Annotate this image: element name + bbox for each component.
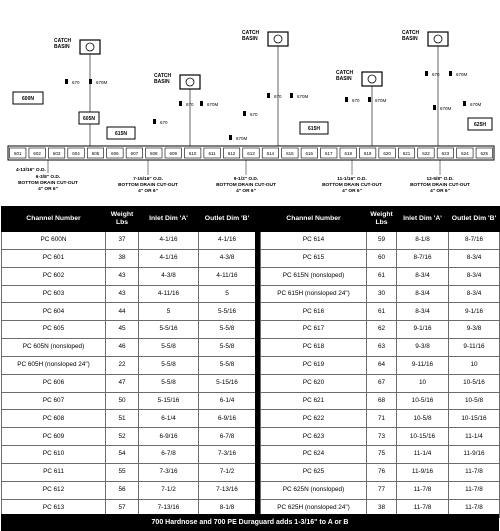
outlet-dim-cell: 5-5/8 <box>199 321 256 339</box>
outlet-size-label: 4" OR 6" <box>430 189 450 194</box>
segment-label: 607 <box>130 151 139 156</box>
elevation-label: 670 <box>72 80 80 85</box>
elevation-marker <box>200 101 203 106</box>
spec-table-right <box>260 206 500 518</box>
channel-number-cell: PC 625 <box>261 463 367 481</box>
channel-number-cell: PC 605H (nonsloped 24") <box>2 356 106 374</box>
table-row <box>2 321 256 339</box>
weight-cell: 45 <box>106 321 139 339</box>
inlet-dim-cell: 11-9/16 <box>397 463 449 481</box>
table-row <box>261 285 500 303</box>
channel-number-cell: PC 606 <box>2 374 106 392</box>
outlet-dim-cell: 6-1/4 <box>199 392 256 410</box>
inlet-dim-cell: 7-13/16 <box>139 499 199 517</box>
table-row <box>2 374 256 392</box>
weight-cell: 71 <box>367 410 397 428</box>
channel-number-cell: PC 603 <box>2 285 106 303</box>
inlet-dim-cell: 6-7/8 <box>139 446 199 464</box>
weight-cell: 47 <box>106 374 139 392</box>
outlet-od-label: 9-1/2" O.D. <box>233 177 259 182</box>
elevation-marker <box>449 71 452 76</box>
outlet-dim-cell: 7-13/16 <box>199 481 256 499</box>
header-channel-number: Channel Number <box>261 207 367 232</box>
catch-basin-label-line: CATCH <box>54 38 72 44</box>
inlet-dim-cell: 4-3/8 <box>139 267 199 285</box>
outlet-dim-cell: 7-3/16 <box>199 446 256 464</box>
catch-basin <box>428 32 448 46</box>
inlet-dim-cell: 9-1/16 <box>397 321 449 339</box>
outlet-dim-cell: 8-1/8 <box>199 499 256 517</box>
segment-label: 610 <box>188 151 197 156</box>
inlet-dim-cell: 4-1/16 <box>139 232 199 250</box>
segment-label: 603 <box>52 151 61 156</box>
outlet-cutout-label: BOTTOM DRAIN CUT-OUT <box>410 183 470 188</box>
inlet-dim-cell: 7-1/2 <box>139 481 199 499</box>
table-row <box>261 303 500 321</box>
table-row <box>2 303 256 321</box>
weight-cell: 43 <box>106 285 139 303</box>
header-inlet-dim: Inlet Dim 'A' <box>397 207 449 232</box>
weight-cell: 61 <box>367 303 397 321</box>
inlet-dim-cell: 11-7/8 <box>397 481 449 499</box>
channel-spec-tables <box>0 206 500 531</box>
outlet-dim-cell: 8-3/4 <box>449 249 500 267</box>
table-row <box>261 463 500 481</box>
segment-label: 624 <box>461 151 469 156</box>
table-row <box>2 428 256 446</box>
elevation-marker <box>179 101 182 106</box>
weight-cell: 61 <box>367 267 397 285</box>
elevation-label: 670M <box>297 94 309 99</box>
table-row <box>261 410 500 428</box>
inlet-dim-cell: 5-5/8 <box>139 374 199 392</box>
catch-basin-label <box>54 38 72 50</box>
outlet-dim-cell: 4-11/16 <box>199 267 256 285</box>
outlet-cutout-label: BOTTOM DRAIN CUT-OUT <box>322 183 382 188</box>
channel-number-cell: PC 602 <box>2 267 106 285</box>
inlet-dim-cell: 10-15/16 <box>397 428 449 446</box>
outlet-dim-cell: 6-9/16 <box>199 410 256 428</box>
outlet-dim-cell: 10-5/16 <box>449 374 500 392</box>
channel-number-cell: PC 625N (nonsloped) <box>261 481 367 499</box>
channel-number-cell: PC 623 <box>261 428 367 446</box>
outlet-dim-cell: 9-11/16 <box>449 339 500 357</box>
table-row <box>2 463 256 481</box>
catch-basin-label <box>336 70 354 82</box>
outlet-dim-cell: 7-1/2 <box>199 463 256 481</box>
outlet-cutout-label: BOTTOM DRAIN CUT-OUT <box>18 181 78 186</box>
elevation-marker <box>153 119 156 124</box>
segment-label: 601 <box>13 151 22 156</box>
segment-label: 617 <box>325 151 333 156</box>
segment-label: 625 <box>480 151 489 156</box>
segment-label: 616 <box>305 151 314 156</box>
inlet-dim-cell: 6-9/16 <box>139 428 199 446</box>
table-row <box>261 267 500 285</box>
catch-basin-label <box>154 73 172 85</box>
outlet-dim-cell: 6-7/8 <box>199 428 256 446</box>
outlet-cutout-label: BOTTOM DRAIN CUT-OUT <box>118 183 178 188</box>
weight-cell: 55 <box>106 463 139 481</box>
elevation-marker <box>267 93 270 98</box>
elevation-label: 670M <box>236 136 248 141</box>
table-row <box>2 285 256 303</box>
channel-number-cell: PC 608 <box>2 410 106 428</box>
inlet-dim-cell: 10 <box>397 374 449 392</box>
channel-number-cell: PC 610 <box>2 446 106 464</box>
segment-label: 609 <box>169 151 177 156</box>
catch-basin <box>362 72 382 86</box>
weight-cell: 57 <box>106 499 139 517</box>
header-inlet-dim: Inlet Dim 'A' <box>139 207 199 232</box>
segment-label: 606 <box>111 151 119 156</box>
inlet-dim-cell: 4-11/16 <box>139 285 199 303</box>
table-row <box>261 392 500 410</box>
table-row <box>2 392 256 410</box>
catch-basin-label-line: BASIN <box>154 79 170 85</box>
table-row <box>2 356 256 374</box>
table-row <box>261 428 500 446</box>
catch-basin-label-line: BASIN <box>402 36 418 42</box>
weight-cell: 44 <box>106 303 139 321</box>
inlet-dim-cell: 5-5/8 <box>139 339 199 357</box>
footer-note: 700 Hardnose and 700 PE Duraguard adds 1-3/16" to A or B <box>1 514 499 531</box>
catch-basin-label-line: CATCH <box>336 70 354 76</box>
weight-cell: 73 <box>367 428 397 446</box>
channel-number-cell: PC 611 <box>2 463 106 481</box>
outlet-size-label: 4" OR 6" <box>342 189 362 194</box>
inlet-dim-cell: 8-3/4 <box>397 267 449 285</box>
elevation-label: 670M <box>456 72 468 77</box>
table-row <box>261 232 500 250</box>
table-row <box>2 267 256 285</box>
elevation-marker <box>290 93 293 98</box>
outlet-dim-cell: 5-5/8 <box>199 339 256 357</box>
header-outlet-dim: Outlet Dim 'B' <box>199 207 256 232</box>
inlet-dim-cell: 5-15/16 <box>139 392 199 410</box>
segment-label: 602 <box>33 151 41 156</box>
catch-basin-label <box>402 30 420 42</box>
inlet-dim-cell: 5-5/16 <box>139 321 199 339</box>
elevation-marker <box>433 105 436 110</box>
outlet-dim-cell: 11-9/16 <box>449 446 500 464</box>
weight-cell: 60 <box>367 249 397 267</box>
channel-number-cell: PC 620 <box>261 374 367 392</box>
outlet-dim-cell: 5-5/16 <box>199 303 256 321</box>
weight-cell: 50 <box>106 392 139 410</box>
elevation-label: 670M <box>96 80 108 85</box>
header-weight: Weight Lbs <box>367 207 397 232</box>
catch-basin-label-line: BASIN <box>242 36 258 42</box>
channel-number-cell: PC 615N (nonsloped) <box>261 267 367 285</box>
spec-table-left <box>1 206 256 518</box>
inlet-dim-cell: 5 <box>139 303 199 321</box>
table-header-row <box>261 207 500 232</box>
segment-label: 620 <box>383 151 391 156</box>
header-outlet-dim: Outlet Dim 'B' <box>449 207 500 232</box>
outlet-dim-cell: 5-15/16 <box>199 374 256 392</box>
segment-label: 621 <box>402 151 411 156</box>
catch-basin <box>268 32 288 46</box>
inlet-dim-cell: 8-7/16 <box>397 249 449 267</box>
segment-label: 618 <box>344 151 352 156</box>
outlet-dim-cell: 8-7/16 <box>449 232 500 250</box>
segment-label: 611 <box>208 151 216 156</box>
channel-box-label: 605N <box>83 116 95 122</box>
outlet-dim-cell: 10-15/16 <box>449 410 500 428</box>
elevation-marker <box>368 97 371 102</box>
weight-cell: 22 <box>106 356 139 374</box>
outlet-od-label: 11-1/16" O.D. <box>337 177 367 182</box>
outlet-od-label: 12-5/8" O.D. <box>426 177 454 182</box>
elevation-marker <box>65 79 68 84</box>
inlet-dim-cell: 7-3/16 <box>139 463 199 481</box>
inlet-dim-cell: 10-5/16 <box>397 392 449 410</box>
table-row <box>261 374 500 392</box>
channel-number-cell: PC 621 <box>261 392 367 410</box>
table-row <box>261 249 500 267</box>
channel-box-label: 600N <box>22 96 34 102</box>
catch-basin-label-line: CATCH <box>242 30 260 36</box>
inlet-dim-cell: 11-7/8 <box>397 499 449 517</box>
table-row <box>2 410 256 428</box>
header-channel-number: Channel Number <box>2 207 106 232</box>
outlet-size-label: 4" OR 6" <box>236 189 256 194</box>
elevation-label: 670 <box>352 98 360 103</box>
elevation-marker <box>425 71 428 76</box>
catch-basin-label <box>242 30 260 42</box>
channel-number-cell: PC 625H (nonsloped 24") <box>261 499 367 517</box>
inlet-dim-cell: 8-3/4 <box>397 285 449 303</box>
outlet-dim-cell: 9-3/8 <box>449 321 500 339</box>
channel-number-cell: PC 601 <box>2 249 106 267</box>
weight-cell: 77 <box>367 481 397 499</box>
header-weight: Weight Lbs <box>106 207 139 232</box>
weight-cell: 46 <box>106 339 139 357</box>
channel-number-cell: PC 614 <box>261 232 367 250</box>
outlet-dim-cell: 8-3/4 <box>449 267 500 285</box>
elevation-marker <box>463 101 466 106</box>
outlet-size-label: 4" OR 6" <box>138 189 158 194</box>
channel-box-label: 615H <box>308 126 320 132</box>
segment-label: 619 <box>363 151 372 156</box>
channel-layout-diagram <box>0 0 500 206</box>
weight-cell: 63 <box>367 339 397 357</box>
elevation-label: 670 <box>274 94 282 99</box>
channel-box-label: 615N <box>115 131 127 137</box>
outlet-dim-cell: 5 <box>199 285 256 303</box>
catch-basin <box>180 75 200 89</box>
weight-cell: 59 <box>367 232 397 250</box>
outlet-od-label: 6-3/8" O.D. <box>35 175 61 180</box>
dim-label-left: 4-13/16" O.D. <box>16 168 46 173</box>
elevation-label: 670 <box>250 112 258 117</box>
weight-cell: 64 <box>367 356 397 374</box>
table-header-row <box>2 207 256 232</box>
weight-cell: 52 <box>106 428 139 446</box>
weight-cell: 75 <box>367 446 397 464</box>
weight-cell: 37 <box>106 232 139 250</box>
catch-basin-label-line: BASIN <box>336 76 352 82</box>
channel-number-cell: PC 615 <box>261 249 367 267</box>
elevation-label: 670M <box>470 102 482 107</box>
table-row <box>261 339 500 357</box>
outlet-dim-cell: 4-1/16 <box>199 232 256 250</box>
channel-number-cell: PC 619 <box>261 356 367 374</box>
inlet-dim-cell: 5-5/8 <box>139 356 199 374</box>
weight-cell: 51 <box>106 410 139 428</box>
table-row <box>261 446 500 464</box>
catch-basin <box>80 40 100 54</box>
channel-number-cell: PC 616 <box>261 303 367 321</box>
inlet-dim-cell: 6-1/4 <box>139 410 199 428</box>
outlet-dim-cell: 11-7/8 <box>449 499 500 517</box>
outlet-dim-cell: 11-7/8 <box>449 463 500 481</box>
channel-number-cell: PC 617 <box>261 321 367 339</box>
elevation-marker <box>89 79 92 84</box>
elevation-label: 670M <box>440 106 452 111</box>
outlet-dim-cell: 11-7/8 <box>449 481 500 499</box>
channel-number-cell: PC 607 <box>2 392 106 410</box>
channel-number-cell: PC 605N (nonsloped) <box>2 339 106 357</box>
outlet-dim-cell: 9-1/16 <box>449 303 500 321</box>
segment-label: 623 <box>441 151 450 156</box>
weight-cell: 38 <box>106 249 139 267</box>
outlet-dim-cell: 8-3/4 <box>449 285 500 303</box>
weight-cell: 30 <box>367 285 397 303</box>
channel-number-cell: PC 618 <box>261 339 367 357</box>
weight-cell: 54 <box>106 446 139 464</box>
inlet-dim-cell: 4-1/16 <box>139 249 199 267</box>
inlet-dim-cell: 9-3/8 <box>397 339 449 357</box>
table-row <box>2 232 256 250</box>
elevation-marker <box>345 97 348 102</box>
outlet-dim-cell: 10-5/8 <box>449 392 500 410</box>
channel-number-cell: PC 615H (nonsloped 24") <box>261 285 367 303</box>
channel-number-cell: PC 612 <box>2 481 106 499</box>
segment-label: 614 <box>266 151 275 156</box>
segment-label: 604 <box>72 151 80 156</box>
elevation-label: 670 <box>186 102 194 107</box>
channel-number-cell: PC 600N <box>2 232 106 250</box>
elevation-marker <box>243 111 246 116</box>
weight-cell: 76 <box>367 463 397 481</box>
elevation-marker <box>229 135 232 140</box>
channel-box-label: 625H <box>474 122 486 128</box>
outlet-size-label: 4" OR 6" <box>38 187 58 192</box>
weight-cell: 62 <box>367 321 397 339</box>
table-row <box>2 481 256 499</box>
table-row <box>2 339 256 357</box>
table-row <box>261 356 500 374</box>
catch-basin-label-line: CATCH <box>154 73 172 79</box>
table-row <box>2 249 256 267</box>
segment-label: 613 <box>247 151 255 156</box>
channel-number-cell: PC 613 <box>2 499 106 517</box>
channel-number-cell: PC 609 <box>2 428 106 446</box>
weight-cell: 67 <box>367 374 397 392</box>
elevation-label: 670 <box>432 72 440 77</box>
weight-cell: 43 <box>106 267 139 285</box>
inlet-dim-cell: 9-11/16 <box>397 356 449 374</box>
inlet-dim-cell: 8-1/8 <box>397 232 449 250</box>
channel-number-cell: PC 622 <box>261 410 367 428</box>
weight-cell: 68 <box>367 392 397 410</box>
inlet-dim-cell: 10-5/8 <box>397 410 449 428</box>
outlet-dim-cell: 10 <box>449 356 500 374</box>
weight-cell: 38 <box>367 499 397 517</box>
catch-basin-label-line: CATCH <box>402 30 420 36</box>
segment-label: 615 <box>286 151 294 156</box>
channel-number-cell: PC 605 <box>2 321 106 339</box>
inlet-dim-cell: 8-3/4 <box>397 303 449 321</box>
table-row <box>2 446 256 464</box>
outlet-dim-cell: 11-1/4 <box>449 428 500 446</box>
channel-number-cell: PC 624 <box>261 446 367 464</box>
outlet-od-label: 7-15/16" O.D. <box>133 177 163 182</box>
segment-label: 622 <box>422 151 430 156</box>
outlet-cutout-label: BOTTOM DRAIN CUT-OUT <box>216 183 276 188</box>
inlet-dim-cell: 11-1/4 <box>397 446 449 464</box>
segment-label: 605 <box>91 151 100 156</box>
outlet-dim-cell: 4-3/8 <box>199 249 256 267</box>
channel-number-cell: PC 604 <box>2 303 106 321</box>
outlet-dim-cell: 5-5/8 <box>199 356 256 374</box>
catch-basin-label-line: BASIN <box>54 44 70 50</box>
segment-label: 608 <box>150 151 158 156</box>
elevation-label: 670M <box>375 98 387 103</box>
table-row <box>261 481 500 499</box>
table-row <box>261 321 500 339</box>
elevation-label: 670M <box>207 102 219 107</box>
elevation-label: 670 <box>160 120 168 125</box>
weight-cell: 56 <box>106 481 139 499</box>
segment-label: 612 <box>227 151 236 156</box>
